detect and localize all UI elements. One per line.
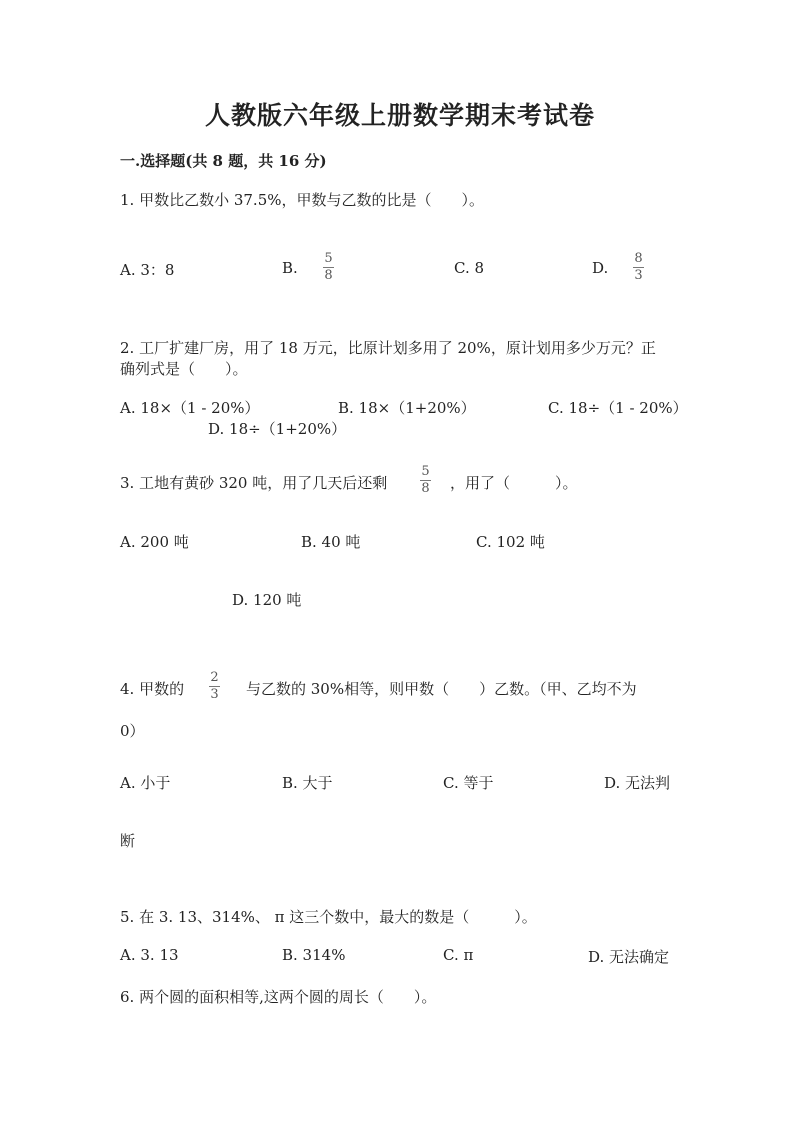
question-3-option-b: B. 40 吨 xyxy=(301,533,361,551)
question-3-text-before: 3. 工地有黄砂 320 吨，用了几天后还剩 xyxy=(120,474,388,492)
question-3-fraction xyxy=(420,465,431,496)
fraction-denominator: 8 xyxy=(421,481,430,496)
section-heading: 一.选择题(共 8 题，共 16 分) xyxy=(120,152,327,170)
question-5-option-c: C. π xyxy=(443,946,474,964)
question-3-text-after: ，用了（ ）。 xyxy=(450,474,578,492)
question-2-text-line-2: 确列式是（ ）。 xyxy=(120,360,248,378)
question-2-option-b: B. 18×（1+20%） xyxy=(338,399,476,417)
question-4-option-c: C. 等于 xyxy=(443,774,494,792)
fraction-denominator: 8 xyxy=(324,268,333,283)
question-4-text-line-2: 0） xyxy=(120,722,145,740)
question-3-option-a: A. 200 吨 xyxy=(120,533,189,551)
question-1-option-b-label: B. xyxy=(282,259,298,277)
question-4-option-d: D. 无法判 xyxy=(604,774,671,792)
question-4-text-before: 4. 甲数的 xyxy=(120,680,185,698)
question-5-option-a: A. 3. 13 xyxy=(120,946,179,964)
question-1-option-a: A. 3：8 xyxy=(120,261,175,279)
fraction-numerator: 8 xyxy=(634,251,643,266)
question-6-text: 6. 两个圆的面积相等,这两个圆的周长（ ）。 xyxy=(120,988,437,1006)
question-1-option-d-label: D. xyxy=(592,259,609,277)
fraction-denominator: 3 xyxy=(210,687,219,702)
question-2-text-line-1: 2. 工厂扩建厂房，用了 18 万元，比原计划多用了 20%，原计划用多少万元？正 xyxy=(120,339,656,357)
question-2-option-a: A. 18×（1 - 20%） xyxy=(120,399,260,417)
question-2-option-c: C. 18÷（1 - 20%） xyxy=(548,399,688,417)
page-title: 人教版六年级上册数学期末考试卷 xyxy=(204,101,595,130)
question-4-option-d-wrap: 断 xyxy=(120,832,136,850)
fraction-denominator: 3 xyxy=(634,268,643,283)
question-4-text-after: 与乙数的 30%相等，则甲数（ ）乙数。（甲、乙均不为 xyxy=(246,680,637,698)
question-1-text: 1. 甲数比乙数小 37.5%，甲数与乙数的比是（ ）。 xyxy=(120,191,485,209)
question-3-option-d: D. 120 吨 xyxy=(232,591,302,609)
question-2-option-d: D. 18÷（1+20%） xyxy=(208,420,347,438)
question-4-option-b: B. 大于 xyxy=(282,774,333,792)
question-1-option-b-fraction xyxy=(323,252,334,283)
fraction-numerator: 5 xyxy=(421,464,430,479)
fraction-numerator: 2 xyxy=(210,670,219,685)
question-5-option-b: B. 314% xyxy=(282,946,346,964)
question-5-option-d: D. 无法确定 xyxy=(588,948,670,966)
question-4-option-a: A. 小于 xyxy=(120,774,171,792)
fraction-numerator: 5 xyxy=(324,251,333,266)
question-1-option-d-fraction xyxy=(633,252,644,283)
question-3-option-c: C. 102 吨 xyxy=(476,533,545,551)
question-4-fraction xyxy=(209,671,220,702)
question-1-option-c: C. 8 xyxy=(454,259,485,277)
question-5-text: 5. 在 3. 13、314%、 π 这三个数中，最大的数是（ ）。 xyxy=(120,908,537,926)
